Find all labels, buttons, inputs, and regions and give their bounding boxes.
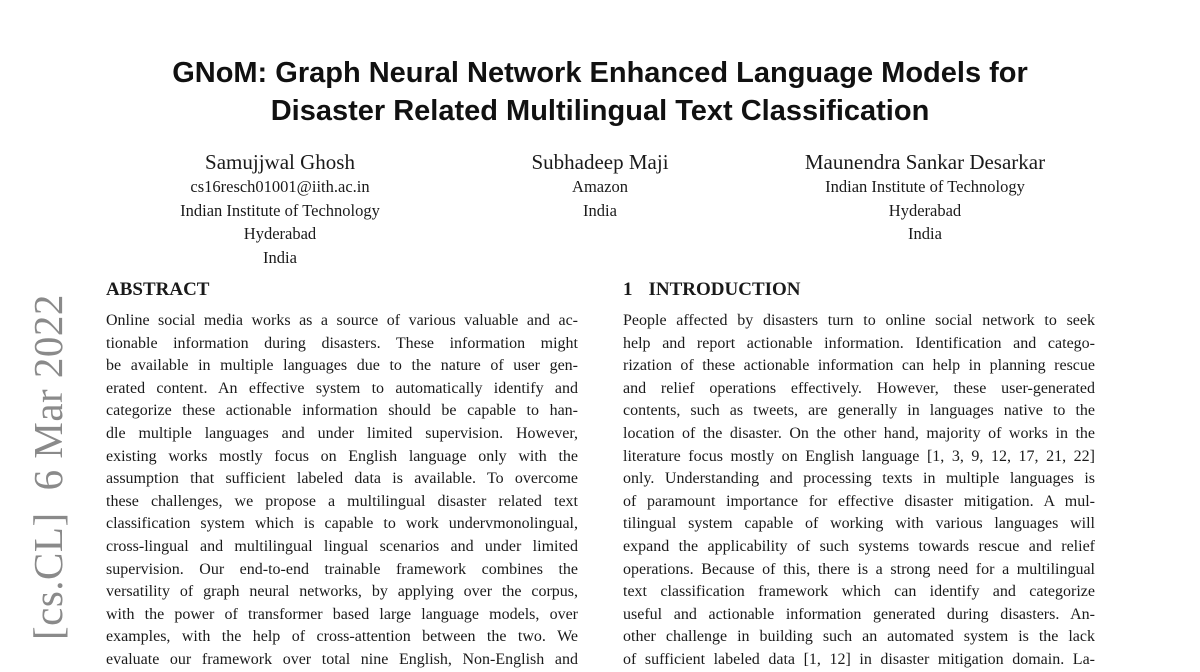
- text-line: text classification framework which can identify and categorize: [623, 583, 1095, 601]
- text-line: evaluate our framework over total nine English, Non-English and: [106, 650, 578, 668]
- author-name: Subhadeep Maji: [531, 150, 669, 174]
- arxiv-stamp: [24, 294, 72, 640]
- text-line: assumption that sufficient labeled data is available. To overcome: [106, 470, 578, 488]
- text-line: of paramount importance for effective disaster mitigation. A mul-: [623, 492, 1095, 510]
- text-line: examples, with the help of cross-attention between the two. We: [106, 628, 578, 646]
- section-number: 1: [623, 279, 633, 300]
- arxiv-date: 6 Mar 2022: [25, 294, 71, 491]
- text-line: People affected by disasters turn to online social network to seek: [623, 312, 1095, 329]
- paper-title: [60, 54, 1140, 130]
- section-title: INTRODUCTION: [648, 279, 801, 300]
- text-line: rization of these actionable information can help in planning rescue: [623, 357, 1095, 375]
- author-name: Samujjwal Ghosh: [205, 150, 355, 174]
- text-line: only. Understanding and processing texts in multiple languages is: [623, 470, 1095, 488]
- text-line: erated content. An effective system to automatically identify and: [106, 379, 578, 397]
- author-country: India: [908, 224, 942, 243]
- abstract-heading: ABSTRACT: [106, 279, 210, 300]
- text-line: supervision. Our end-to-end trainable framework combines the: [106, 560, 578, 578]
- author-block-2: [480, 149, 720, 222]
- text-line: help and report actionable information. Identification and catego-: [623, 334, 1095, 352]
- text-line: expand the applicability of such systems towards rescue and relief: [623, 537, 1095, 555]
- author-city: Hyderabad: [243, 224, 317, 243]
- title-line-1: GNoM: Graph Neural Network Enhanced Language Models for: [172, 57, 1028, 89]
- text-line: with the power of transformer based large language models, over: [106, 605, 578, 623]
- text-line: classification system which is capable to work undervmonolingual,: [106, 515, 578, 533]
- author-name: Maunendra Sankar Desarkar: [804, 150, 1046, 174]
- author-country: India: [263, 247, 297, 267]
- author-affiliation: Indian Institute of Technology: [180, 200, 380, 220]
- author-city: Hyderabad: [888, 200, 962, 220]
- author-block-3: [760, 149, 1090, 246]
- text-line: literature focus mostly on English language [1, 3, 9, 12, 17, 21, 22]: [623, 447, 1095, 465]
- author-affiliation: Indian Institute of Technology: [825, 177, 1025, 196]
- text-line: be available in multiple languages due to the nature of user gen-: [106, 357, 578, 375]
- text-line: contents, such as tweets, are generally in languages native to the: [623, 402, 1095, 420]
- introduction-body: [623, 310, 1095, 672]
- text-line: useful and actionable information generated during disasters. An-: [623, 605, 1095, 623]
- text-line: tilingual system capable of working with various languages will: [623, 515, 1095, 533]
- text-line: other challenge in building such an automated system is the lack: [623, 628, 1095, 646]
- text-line: these challenges, we propose a multilingual disaster related text: [106, 492, 578, 510]
- text-line: of sufficient labeled data [1, 12] in disaster mitigation domain. La-: [623, 650, 1095, 668]
- author-email: cs16resch01001@iith.ac.in: [190, 177, 370, 196]
- text-line: dle multiple languages and under limited supervision. However,: [106, 424, 578, 442]
- arxiv-category: [cs.CL]: [25, 512, 71, 640]
- text-line: existing works mostly focus on English language only with the: [106, 447, 578, 465]
- title-line-2: Disaster Related Multilingual Text Classification: [270, 95, 930, 127]
- text-line: categorize these actionable information should be capable to han-: [106, 402, 578, 420]
- text-line: location of the disaster. On the other hand, majority of works in the: [623, 424, 1095, 442]
- introduction-heading: [623, 278, 801, 302]
- text-line: versatility of graph neural networks, by applying over the corpus,: [106, 583, 578, 601]
- text-line: and relief operations effectively. However, these user-generated: [623, 379, 1095, 397]
- author-affiliation: Amazon: [572, 177, 628, 196]
- author-block-1: [120, 149, 440, 269]
- abstract-body: [106, 310, 578, 672]
- text-line: operations. Because of this, there is a strong need for a multilingual: [623, 560, 1095, 578]
- author-country: India: [583, 200, 617, 220]
- text-line: cross-lingual and multilingual lingual scenarios and under limited: [106, 537, 578, 555]
- text-line: tionable information during disasters. These information might: [106, 334, 578, 352]
- text-line: Online social media works as a source of various valuable and ac-: [106, 312, 578, 329]
